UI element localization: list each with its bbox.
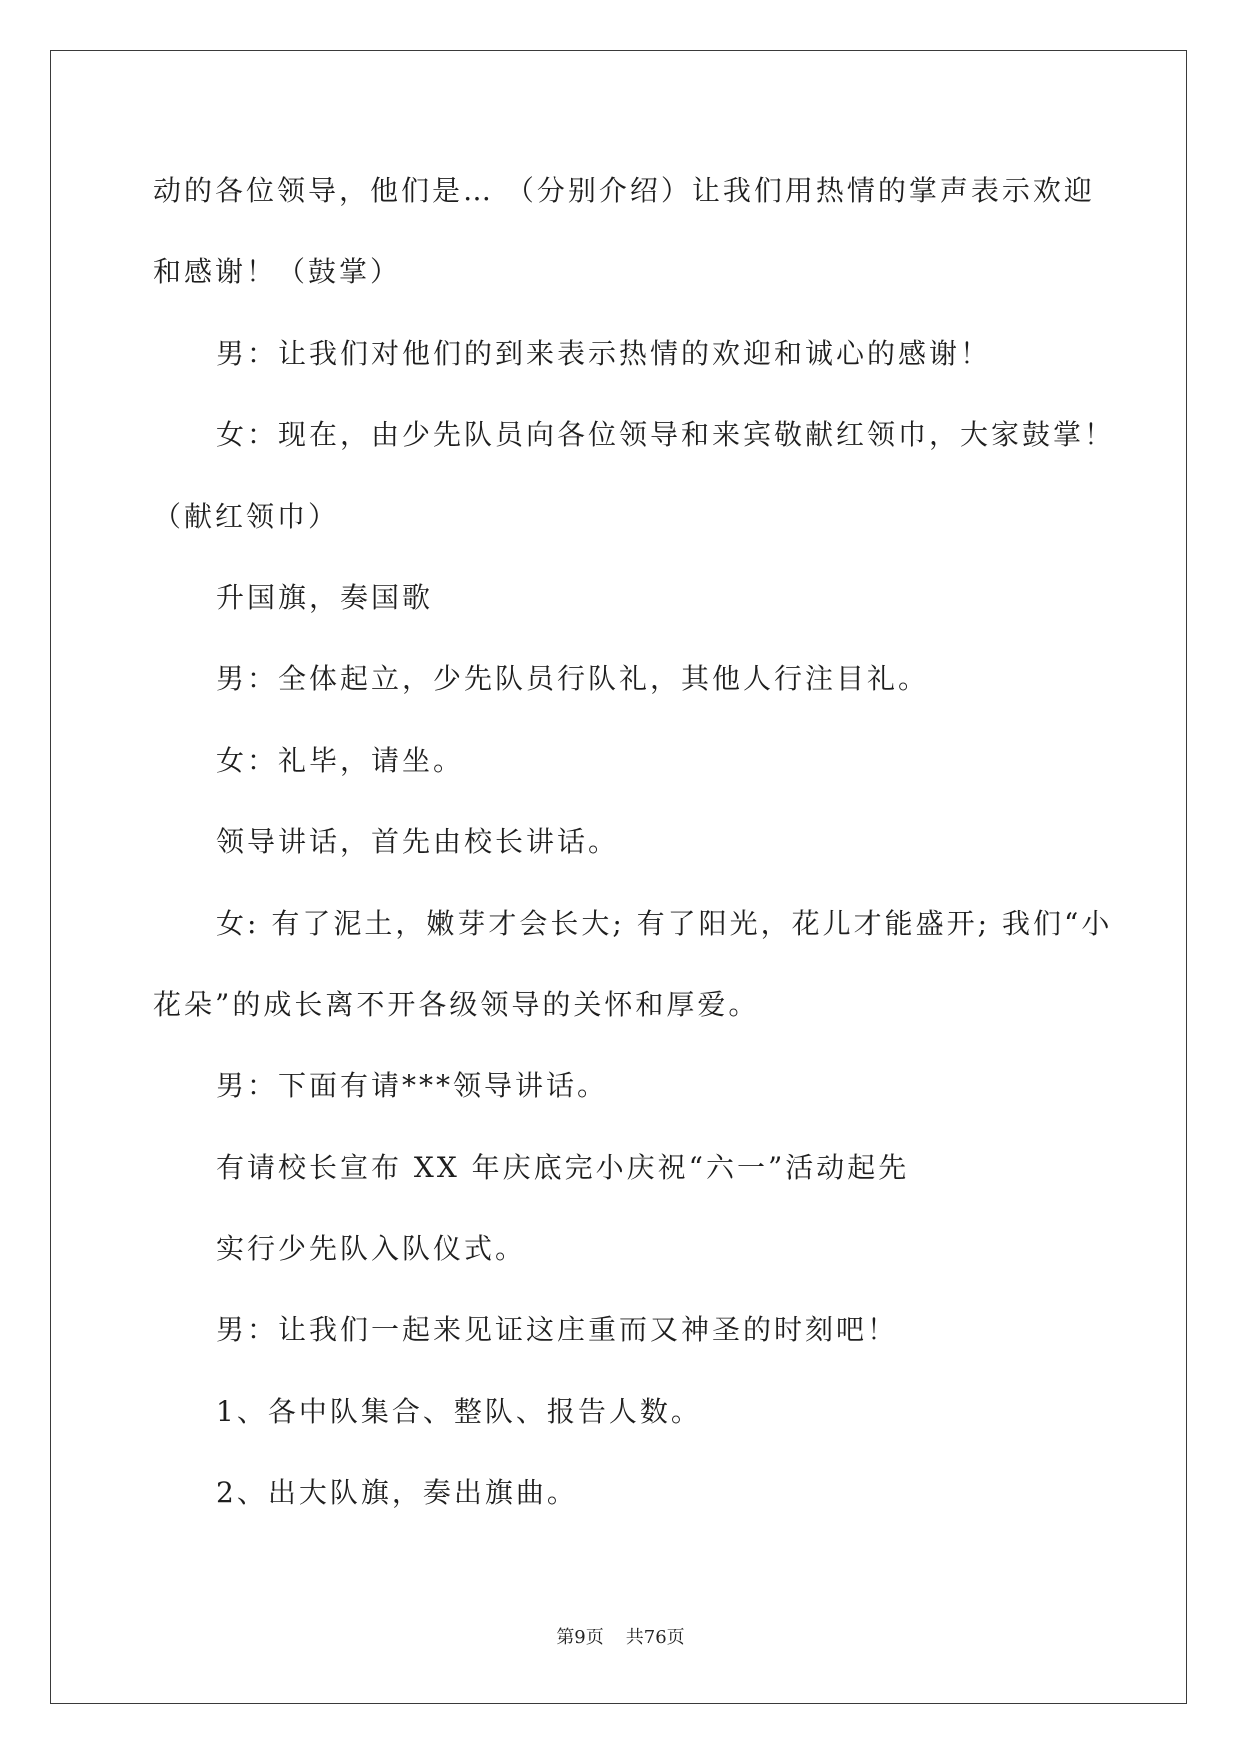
text-line: 2、出大队旗，奏出旗曲。 <box>216 1476 578 1510</box>
paragraph <box>153 1045 1113 1126</box>
page-total: 共76页 <box>625 1627 685 1648</box>
paragraph <box>153 1452 1113 1533</box>
text-line: 男：让我们对他们的到来表示热情的欢迎和诚心的感谢！ <box>216 336 992 370</box>
text-line: 男：下面有请***领导讲话。 <box>216 1069 609 1103</box>
text-line: 领导讲话，首先由校长讲话。 <box>216 825 620 859</box>
text-line: （献红领巾） <box>153 499 340 533</box>
document-body <box>153 150 1116 1534</box>
text-line: 女：礼毕，请坐。 <box>216 743 465 777</box>
text-line: 女: 有了泥土，嫩芽才会长大; 有了阳光，花儿才能盛开; 我们“小 <box>216 906 1113 940</box>
paragraph <box>153 150 1113 313</box>
paragraph <box>153 313 1113 394</box>
paragraph <box>153 1127 1113 1208</box>
text-line: 男：让我们一起来见证这庄重而又神圣的时刻吧！ <box>216 1313 899 1347</box>
paragraph <box>153 638 1113 719</box>
page-number: 第9页 <box>556 1627 604 1648</box>
paragraph <box>153 883 1113 1046</box>
text-line: 实行少先队入队仪式。 <box>216 1232 527 1266</box>
text-line: 动的各位领导，他们是… （分别介绍）让我们用热情的掌声表示欢迎 <box>153 174 1095 207</box>
paragraph <box>153 1371 1113 1452</box>
paragraph <box>153 557 1113 638</box>
paragraph <box>153 720 1113 801</box>
paragraph <box>153 801 1113 882</box>
text-line: 1、各中队集合、整队、报告人数。 <box>216 1394 702 1428</box>
text-line: 花朵”的成长离不开各级领导的关怀和厚爱。 <box>153 987 760 1021</box>
paragraph <box>153 1289 1113 1370</box>
text-line: 升国旗，奏国歌 <box>216 580 434 614</box>
text-line: 有请校长宣布 XX 年庆底完小庆祝“六一”活动起先 <box>216 1150 910 1184</box>
paragraph <box>153 394 1116 557</box>
text-line: 男：全体起立，少先队员行队礼，其他人行注目礼。 <box>216 662 930 696</box>
text-line: 和感谢！（鼓掌） <box>153 255 402 289</box>
paragraph <box>153 1208 1113 1289</box>
text-line: 女：现在，由少先队员向各位领导和来宾敬献红领巾，大家鼓掌！ <box>216 418 1116 452</box>
page-footer <box>0 1626 1241 1650</box>
